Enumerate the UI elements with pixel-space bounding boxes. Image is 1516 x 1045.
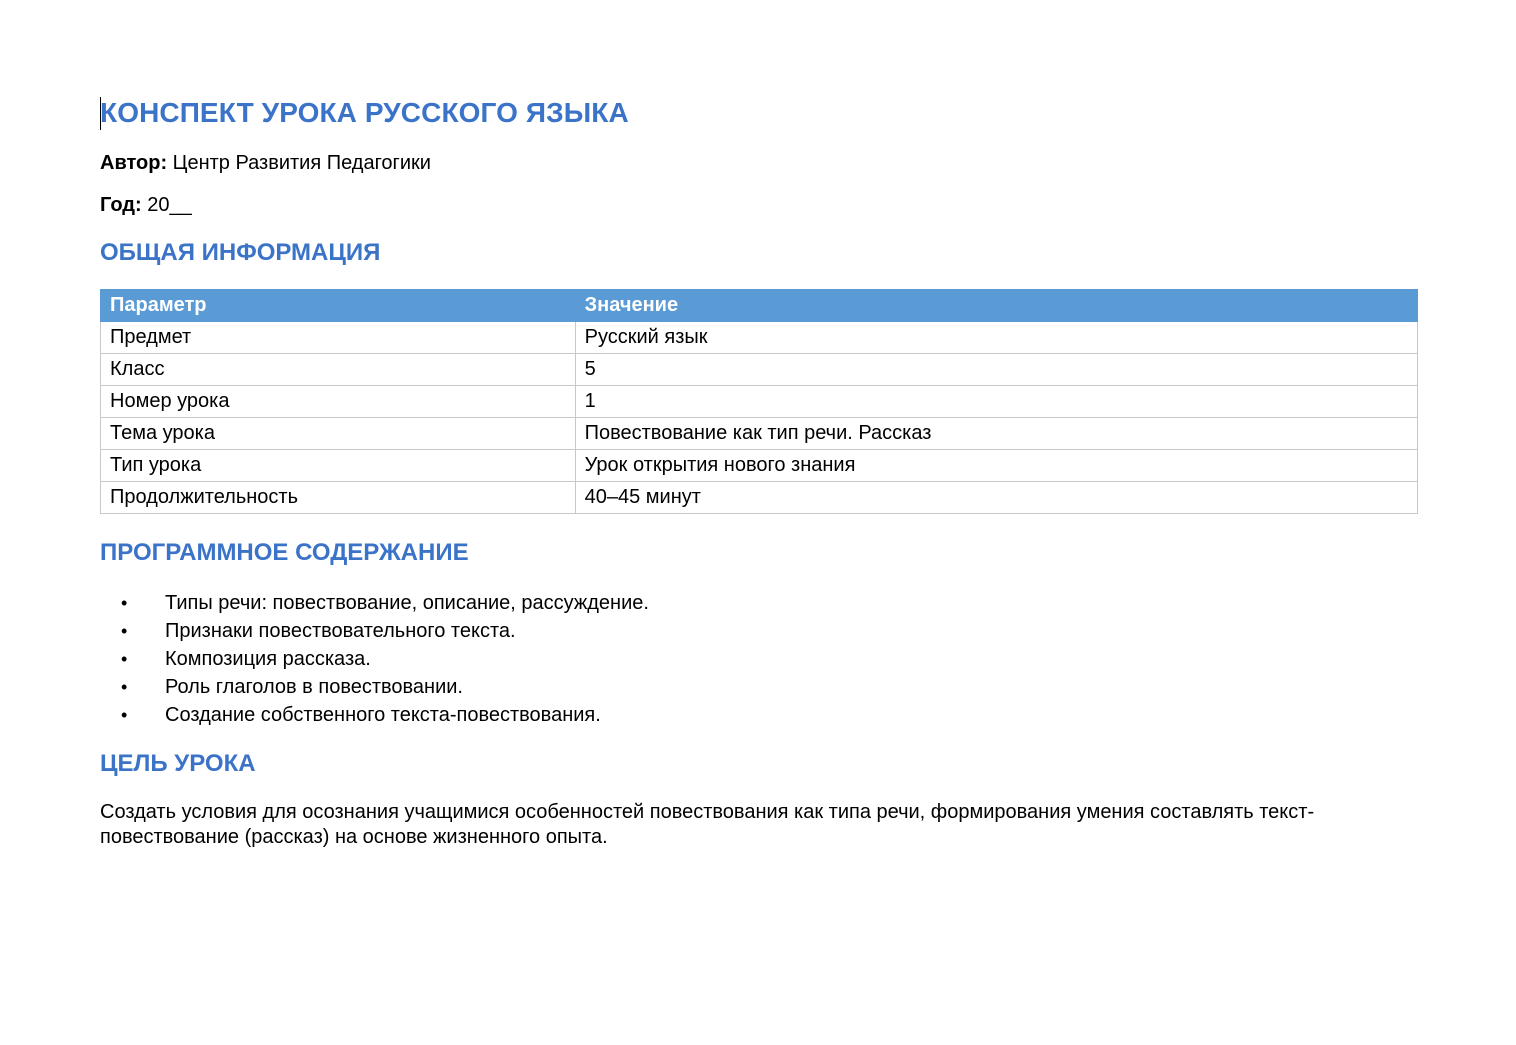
table-row	[101, 386, 1418, 418]
table-cell: Предмет	[101, 322, 576, 354]
table-row	[101, 354, 1418, 386]
bullet: •	[121, 677, 128, 697]
author-line	[100, 151, 431, 175]
table-cell: Номер урока	[101, 386, 576, 418]
table-cell: 1	[575, 386, 1417, 418]
list-item-text: Признаки повествовательного текста.	[165, 620, 516, 642]
table-header-cell: Значение	[575, 290, 1417, 322]
list-item-text: Типы речи: повествование, описание, рассуждение.	[165, 592, 649, 614]
goal-paragraph: Создать условия для осознания учащимися особенностей повествования как типа речи, формирования умения составлять текст-повествование (рассказ) на основе жизненного опыта.	[100, 801, 1315, 848]
table-row	[101, 450, 1418, 482]
list-item-text: Композиция рассказа.	[165, 648, 371, 670]
author-value: Центр Развития Педагогики	[167, 152, 431, 174]
table-cell: Продолжительность	[101, 482, 576, 514]
author-label: Автор:	[100, 152, 168, 174]
section-heading-program: ПРОГРАММНОЕ СОДЕРЖАНИЕ	[100, 539, 469, 566]
year-value: 20__	[141, 194, 192, 216]
bullet: •	[121, 593, 128, 613]
table-cell: Тип урока	[101, 450, 576, 482]
table-cell: Урок открытия нового знания	[575, 450, 1417, 482]
list-item	[100, 589, 649, 617]
section-heading-general-info: ОБЩАЯ ИНФОРМАЦИЯ	[100, 239, 381, 266]
table-header-cell: Параметр	[101, 290, 576, 322]
list-item-text: Создание собственного текста-повествования.	[165, 704, 601, 726]
section-heading-goal: ЦЕЛЬ УРОКА	[100, 750, 256, 777]
list-item-text: Роль глаголов в повествовании.	[165, 676, 463, 698]
general-info-table	[100, 289, 1418, 514]
table-cell: 40–45 минут	[575, 482, 1417, 514]
table-cell: Повествование как тип речи. Рассказ	[575, 418, 1417, 450]
list-item	[100, 645, 649, 673]
program-list	[100, 589, 649, 729]
year-label: Год:	[100, 194, 142, 216]
table-cell: Тема урока	[101, 418, 576, 450]
year-line	[100, 193, 192, 217]
table-row	[101, 322, 1418, 354]
document-title: КОНСПЕКТ УРОКА РУССКОГО ЯЗЫКА	[100, 97, 629, 128]
list-item	[100, 673, 649, 701]
table-cell: 5	[575, 354, 1417, 386]
bullet: •	[121, 621, 128, 641]
bullet: •	[121, 649, 128, 669]
table-row	[101, 418, 1418, 450]
list-item	[100, 617, 649, 645]
table-cell: Класс	[101, 354, 576, 386]
table-header-row	[101, 290, 1418, 322]
table-row	[101, 482, 1418, 514]
bullet: •	[121, 705, 128, 725]
table-cell: Русский язык	[575, 322, 1417, 354]
list-item	[100, 701, 649, 729]
